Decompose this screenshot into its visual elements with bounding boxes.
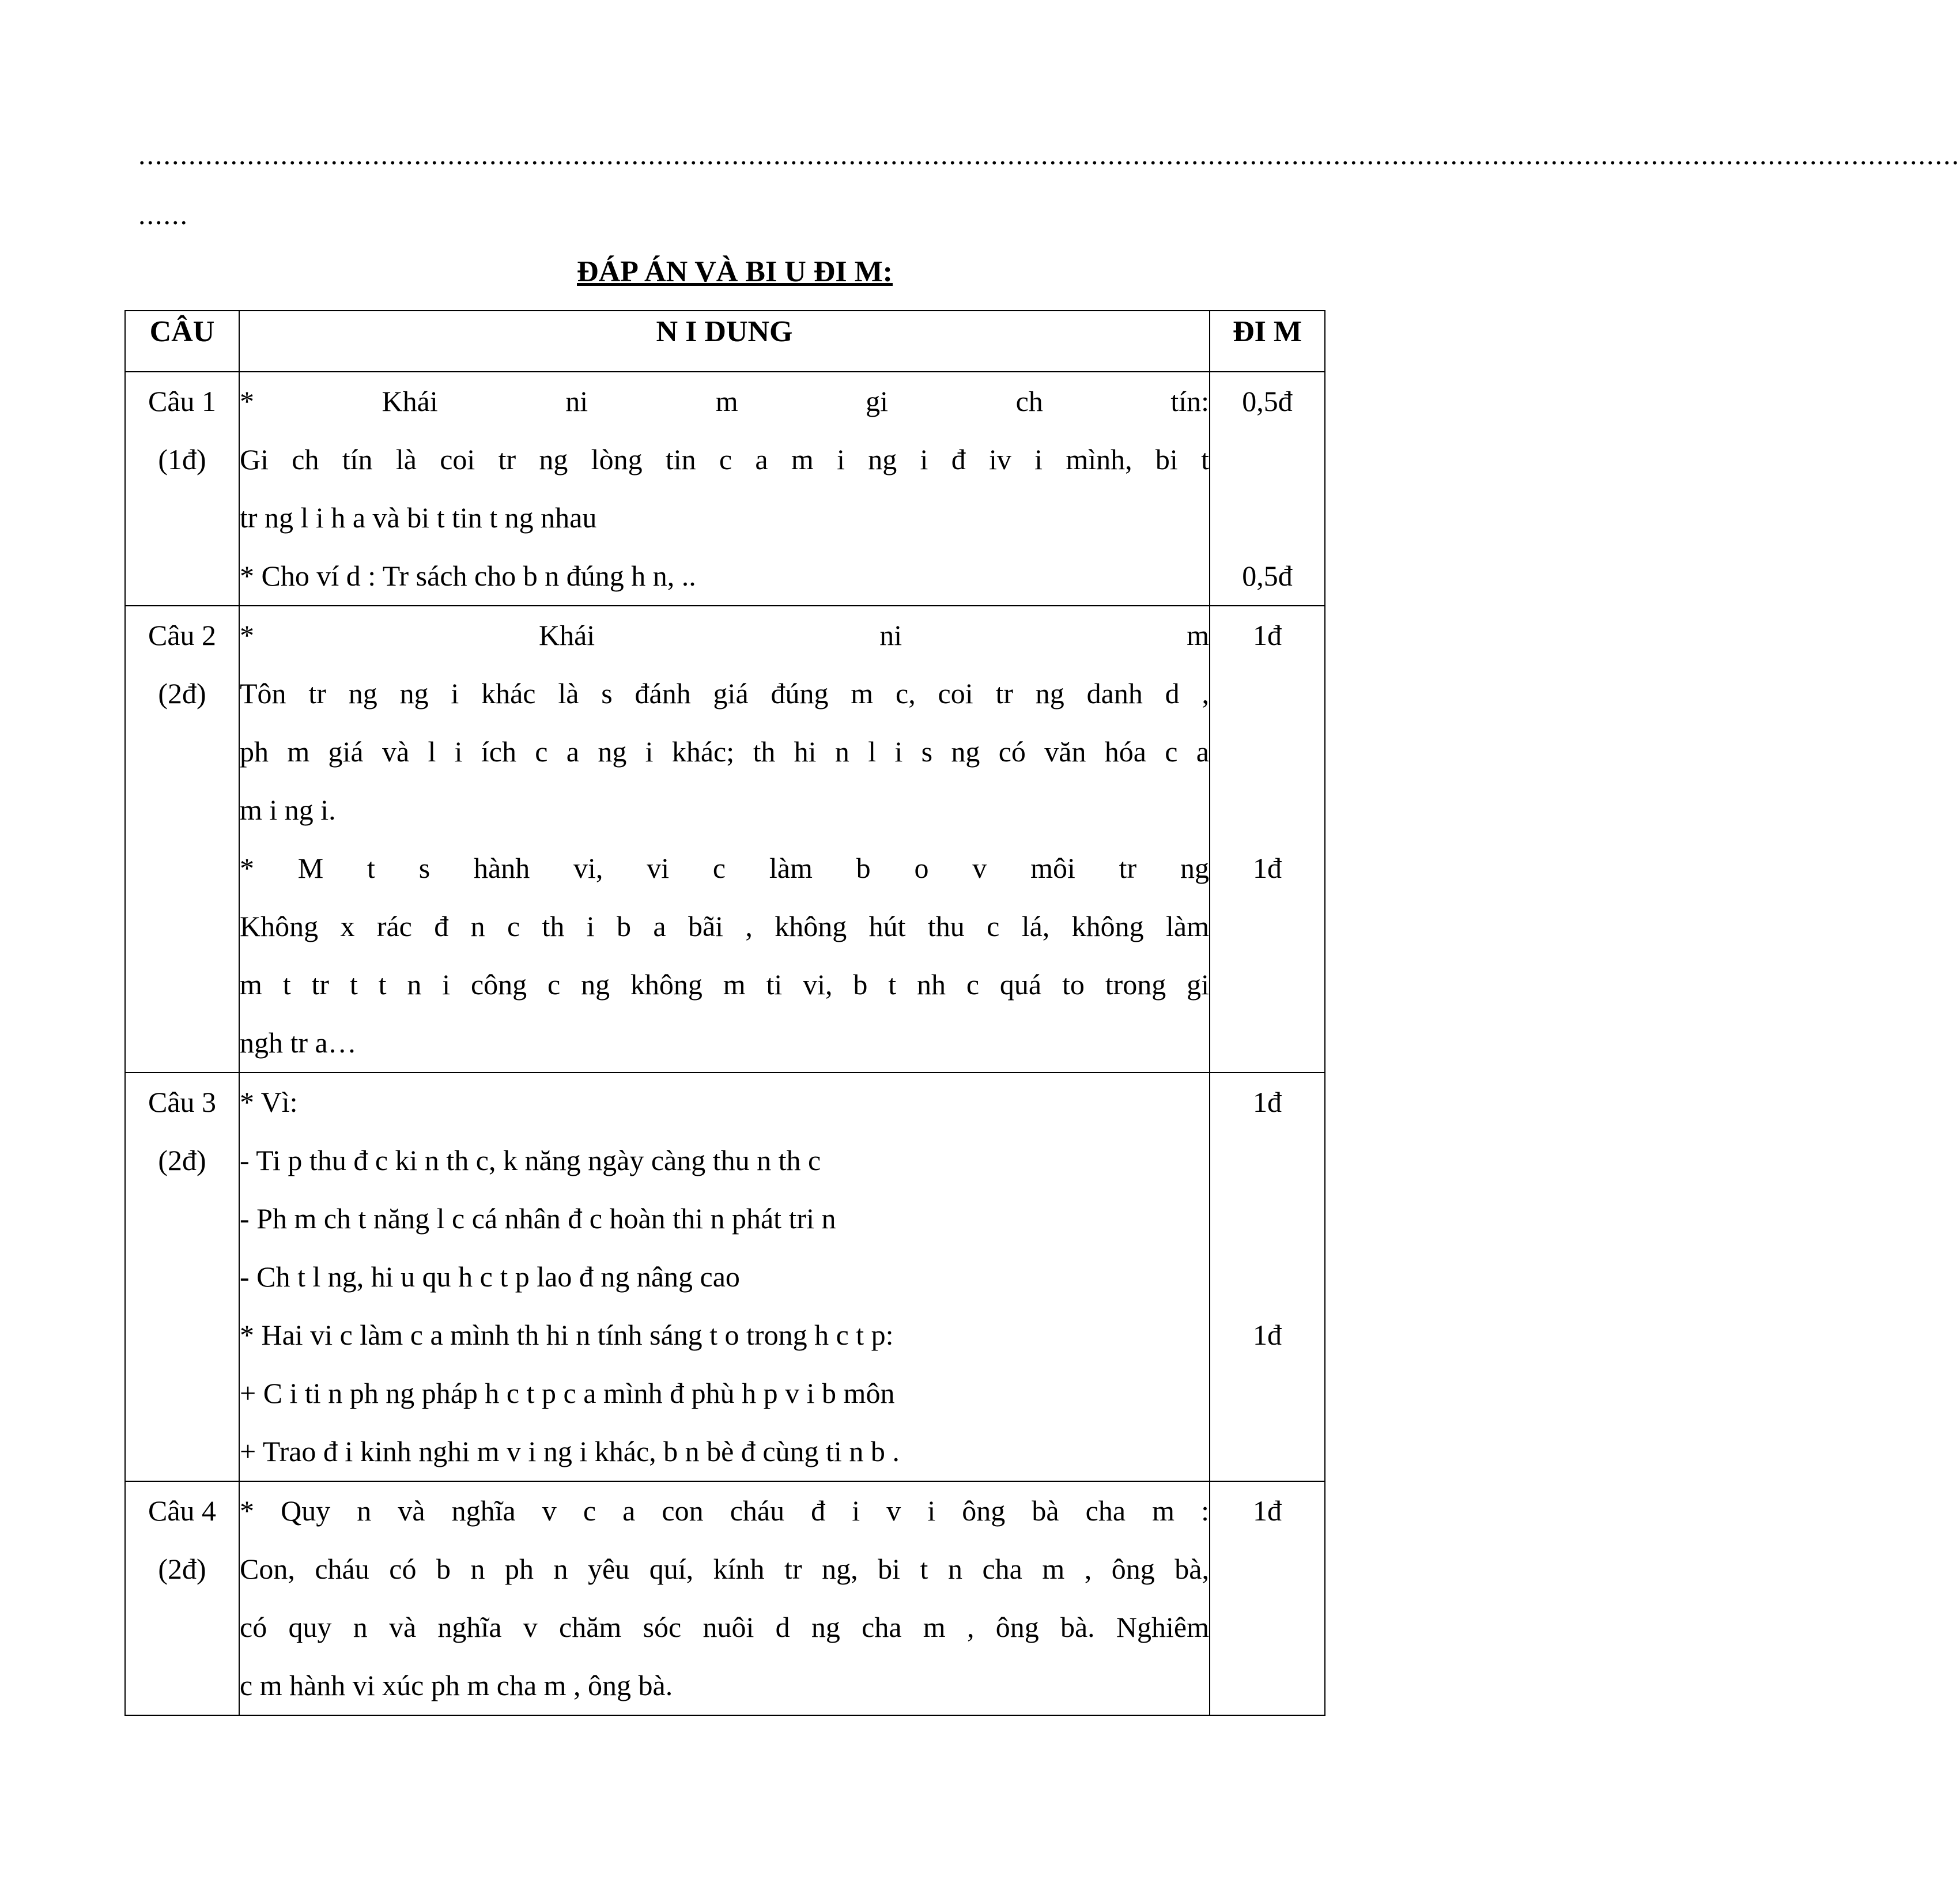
content-line: * Khái ni m gi ch tín: xyxy=(240,385,1209,417)
points-cell xyxy=(1210,1073,1325,1481)
points-value: 1đ xyxy=(1253,1319,1282,1351)
content-line: có quy n và nghĩa v chăm sóc nuôi d ng cha m , ông bà. Nghiêm xyxy=(240,1611,1209,1643)
content-cell xyxy=(239,372,1210,606)
content-line: * Hai vi c làm c a mình th hi n tính sáng t o trong h c t p: xyxy=(240,1319,894,1351)
content-line: - Ti p thu đ c ki n th c, k năng ngày càng thu n th c xyxy=(240,1144,821,1176)
points-value xyxy=(1210,1656,1324,1715)
answer-table xyxy=(124,310,1325,1716)
question-label: Câu 3 xyxy=(148,1086,217,1118)
content-line: ph m giá và l i ích c a ng i khác; th hi n l i s ng có văn hóa c a xyxy=(240,735,1209,768)
content-line: + Trao đ i kinh nghi m v i ng i khác, b n bè đ cùng ti n b . xyxy=(240,1435,900,1467)
points-value: 1đ xyxy=(1253,852,1282,884)
table-row xyxy=(125,372,1325,606)
table-header-row xyxy=(125,311,1325,372)
content-line: * Quy n và nghĩa v c a con cháu đ i v i ông bà cha m : xyxy=(240,1495,1209,1527)
question-label: Câu 1 xyxy=(148,385,217,417)
dotted-answer-line: .......................................................................................................................................................................................................................... xyxy=(138,138,1960,171)
points-value xyxy=(1210,1131,1324,1190)
content-line: c m hành vi xúc ph m cha m , ông bà. xyxy=(240,1669,673,1701)
question-cell xyxy=(125,372,239,606)
points-value xyxy=(1210,1598,1324,1656)
content-line: - Ch t l ng, hi u qu h c t p lao đ ng nâng cao xyxy=(240,1261,740,1293)
question-cell xyxy=(125,606,239,1073)
page-title: ĐÁP ÁN VÀ BI U ĐI M: xyxy=(577,255,893,288)
points-cell xyxy=(1210,606,1325,1073)
question-max-points: (1đ) xyxy=(158,443,206,476)
content-line: - Ph m ch t năng l c cá nhân đ c hoàn thi n phát tri n xyxy=(240,1202,836,1235)
points-value xyxy=(1210,1014,1324,1072)
content-line: * Vì: xyxy=(240,1086,298,1118)
table-row xyxy=(125,1481,1325,1715)
content-line: Không x rác đ n c th i b a bãi , không hút thu c lá, không làm xyxy=(240,910,1209,942)
points-value xyxy=(1210,1248,1324,1306)
points-value xyxy=(1210,431,1324,489)
question-label: Câu 4 xyxy=(148,1495,217,1527)
points-value xyxy=(1210,1364,1324,1422)
question-max-points: (2đ) xyxy=(158,1553,206,1585)
points-value xyxy=(1210,1540,1324,1598)
content-line: m i ng i. xyxy=(240,794,336,826)
table-row xyxy=(125,1073,1325,1481)
points-value xyxy=(1210,781,1324,839)
content-cell xyxy=(239,1481,1210,1715)
points-cell xyxy=(1210,372,1325,606)
points-value xyxy=(1210,665,1324,723)
table-row xyxy=(125,606,1325,1073)
content-line: Gi ch tín là coi tr ng lòng tin c a m i ng i đ iv i mình, bi t xyxy=(240,443,1209,476)
content-cell xyxy=(239,1073,1210,1481)
points-value: 1đ xyxy=(1253,619,1282,651)
header-points: ĐI M xyxy=(1210,311,1325,372)
content-line: m t tr t t n i công c ng không m ti vi, b t nh c quá to trong gi xyxy=(240,968,1209,1001)
content-line: ngh tr a… xyxy=(240,1027,357,1059)
question-label: Câu 2 xyxy=(148,619,217,651)
question-cell xyxy=(125,1073,239,1481)
points-value: 0,5đ xyxy=(1242,385,1293,417)
points-value xyxy=(1210,897,1324,956)
content-line: tr ng l i h a và bi t tin t ng nhau xyxy=(240,501,597,534)
points-value xyxy=(1210,1190,1324,1248)
content-cell xyxy=(239,606,1210,1073)
points-value xyxy=(1210,1422,1324,1481)
content-line: * Khái ni m xyxy=(240,619,1209,651)
header-question: CÂU xyxy=(125,311,239,372)
points-value: 0,5đ xyxy=(1242,560,1293,592)
dotted-answer-line-end: ...... xyxy=(138,198,188,231)
question-cell xyxy=(125,1481,239,1715)
question-max-points: (2đ) xyxy=(158,677,206,710)
points-value xyxy=(1210,956,1324,1014)
content-line: + C i ti n ph ng pháp h c t p c a mình đ phù h p v i b môn xyxy=(240,1377,895,1409)
content-line: * M t s hành vi, vi c làm b o v môi tr ng xyxy=(240,852,1209,884)
content-line: * Cho ví d : Tr sách cho b n đúng h n, .. xyxy=(240,560,696,592)
header-content: N I DUNG xyxy=(239,311,1210,372)
points-value xyxy=(1210,723,1324,781)
points-value xyxy=(1210,489,1324,547)
content-line: Con, cháu có b n ph n yêu quí, kính tr ng, bi t n cha m , ông bà, xyxy=(240,1553,1209,1585)
question-max-points: (2đ) xyxy=(158,1144,206,1176)
points-value: 1đ xyxy=(1253,1495,1282,1527)
points-value: 1đ xyxy=(1253,1086,1282,1118)
points-cell xyxy=(1210,1481,1325,1715)
content-line: Tôn tr ng ng i khác là s đánh giá đúng m c, coi tr ng danh d , xyxy=(240,677,1209,710)
